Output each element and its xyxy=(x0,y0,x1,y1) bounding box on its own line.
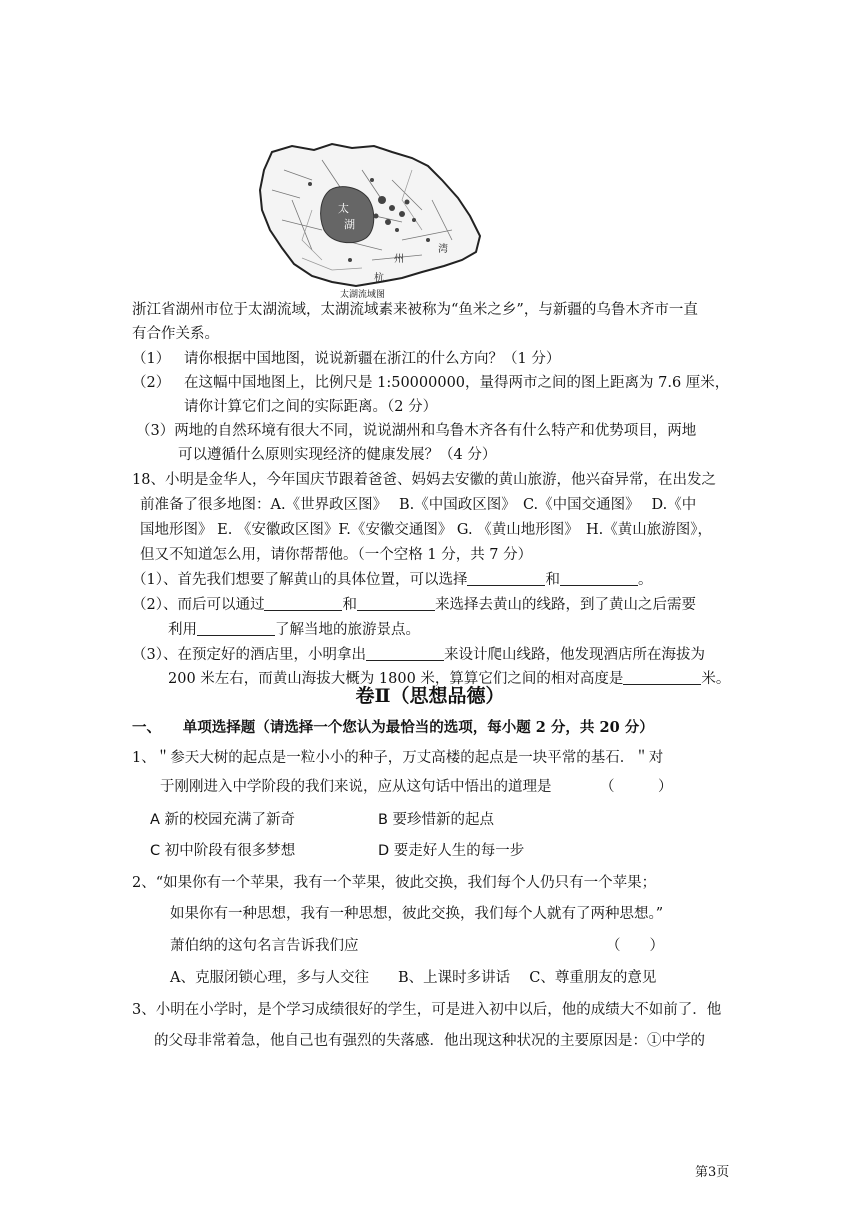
q17-sub3-text2: 可以遵循什么原则实现经济的健康发展？（4 分） xyxy=(178,447,497,463)
q18-answer2-end: 来选择去黄山的线路，到了黄山之后需要 xyxy=(434,597,696,613)
q18-answer2-mid: 和 xyxy=(342,597,357,613)
q18-line3: 国地形图》 E. 《安徽政区图》F.《安徽交通图》 G. 《黄山地形图》 H.《黄山旅游图》， xyxy=(140,522,712,538)
mc-q1-line1: 1、＂参天大树的起点是一粒小小的种子，万丈高楼的起点是一块平常的基石．＂对 xyxy=(132,750,664,766)
part2-title: 卷Ⅱ（思想品德） xyxy=(355,685,505,707)
answer-blank[interactable] xyxy=(264,596,342,611)
map-label-hu: 湖 xyxy=(344,218,355,231)
q18-line4: 但又不知道怎么用，请你帮帮他。（一个空格 1 分，共 7 分） xyxy=(140,547,533,563)
q18-line2: 前准备了很多地图：A.《世界政区图》 B.《中国政区图》 C.《中国交通图》 D.《中 xyxy=(140,497,697,513)
q18-answer2b-prefix: 利用 xyxy=(168,622,197,638)
mc-q1-option-a: A 新的校园充满了新奇 xyxy=(150,812,296,828)
map-label-hang: 杭 xyxy=(374,273,384,284)
map-label-zhou: 州 xyxy=(394,254,404,265)
q17-sub3-text: （3）两地的自然环境有很大不同，说说湖州和乌鲁木齐各有什么特产和优势项目，两地 xyxy=(136,423,697,439)
mc-q2-line1: 2、“如果你有一个苹果，我有一个苹果，彼此交换，我们每个人仍只有一个苹果； xyxy=(132,875,657,891)
q17-sub1-text: 请你根据中国地图，说说新疆在浙江的什么方向？（1 分） xyxy=(184,351,561,367)
mc-q1-option-c: C 初中阶段有很多梦想 xyxy=(150,843,296,859)
mc-q1-option-d: D 要走好人生的每一步 xyxy=(378,843,525,859)
q17-sub2-text2: 请你计算它们之间的实际距离。（2 分） xyxy=(184,399,438,415)
mc-q2-line3: 萧伯纳的这句名言告诉我们应 xyxy=(170,938,359,954)
mc-q2-options: A、克服闭锁心理，多与人交往 B、上课时多讲话 C、尊重朋友的意见 xyxy=(170,970,657,986)
answer-blank[interactable] xyxy=(366,646,444,661)
q17-sub2-text: 在这幅中国地图上，比例尺是 1:50000000，量得两市之间的图上距离为 7.6 厘米， xyxy=(184,375,730,391)
q18-answer2 xyxy=(132,595,696,615)
q18-line1: 18、小明是金华人，今年国庆节跟着爸爸、妈妈去安徽的黄山旅游，他兴奋异常，在出发之 xyxy=(132,472,716,488)
q18-answer2b xyxy=(168,620,420,640)
answer-blank[interactable] xyxy=(197,621,275,636)
page-number: 第3页 xyxy=(695,1165,730,1180)
answer-blank[interactable] xyxy=(560,571,638,586)
q18-answer2b-end: 了解当地的旅游景点。 xyxy=(275,622,420,638)
q18-answer1-prefix: （1）、首先我们想要了解黄山的具体位置，可以选择 xyxy=(132,572,468,588)
answer-blank[interactable] xyxy=(357,596,435,611)
q17-intro-line2: 有合作关系。 xyxy=(132,326,219,342)
mc-q1-option-b: B 要珍惜新的起点 xyxy=(378,812,495,828)
map-label-tai: 太 xyxy=(338,202,349,215)
answer-blank[interactable] xyxy=(467,571,545,586)
q17-sub1-number: （1） xyxy=(132,351,171,367)
q18-answer3-end: 来设计爬山线路，他发现酒店所在海拔为 xyxy=(443,647,705,663)
q18-answer3b-prefix: 200 米左右，而黄山海拔大概为 1800 米，算算它们之间的相对高度是 xyxy=(168,671,624,687)
q18-answer3b-end: 米。 xyxy=(701,671,731,687)
mc-q2-line2: 如果你有一种思想，我有一种思想，彼此交换，我们每个人就有了两种思想。” xyxy=(170,906,664,922)
map-label-wan: 湾 xyxy=(438,244,448,255)
mc-q1-answer-paren: （ ） xyxy=(600,779,673,795)
q18-answer3-prefix: （3）、在预定好的酒店里，小明拿出 xyxy=(132,647,366,663)
taihu-basin-map xyxy=(252,140,488,300)
q17-intro-line1: 浙江省湖州市位于太湖流域，太湖流域素来被称为“鱼米之乡”，与新疆的乌鲁木齐市一直 xyxy=(132,302,698,318)
q18-answer2-prefix: （2）、而后可以通过 xyxy=(132,597,265,613)
mc-q2-answer-paren: （ ） xyxy=(606,938,664,954)
mc-q3-line2: 的父母非常着急，他自己也有强烈的失落感．他出现这种状况的主要原因是：①中学的 xyxy=(154,1033,705,1049)
map-caption: 太湖流域图 xyxy=(340,290,386,300)
q18-answer3 xyxy=(132,645,705,665)
part2-section-heading: 一、 单项选择题（请选择一个您认为最恰当的选项，每小题 2 分，共 20 分） xyxy=(132,719,654,736)
q18-answer1-end: 。 xyxy=(637,572,653,588)
mc-q3-line1: 3、小明在小学时，是个学习成绩很好的学生，可是进入初中以后，他的成绩大不如前了．他 xyxy=(132,1002,722,1018)
q17-sub2-number: （2） xyxy=(132,375,171,391)
q18-answer1-mid: 和 xyxy=(545,572,560,588)
mc-q1-line2: 于刚刚进入中学阶段的我们来说，应从这句话中悟出的道理是 xyxy=(160,779,552,795)
q18-answer1 xyxy=(132,570,652,590)
